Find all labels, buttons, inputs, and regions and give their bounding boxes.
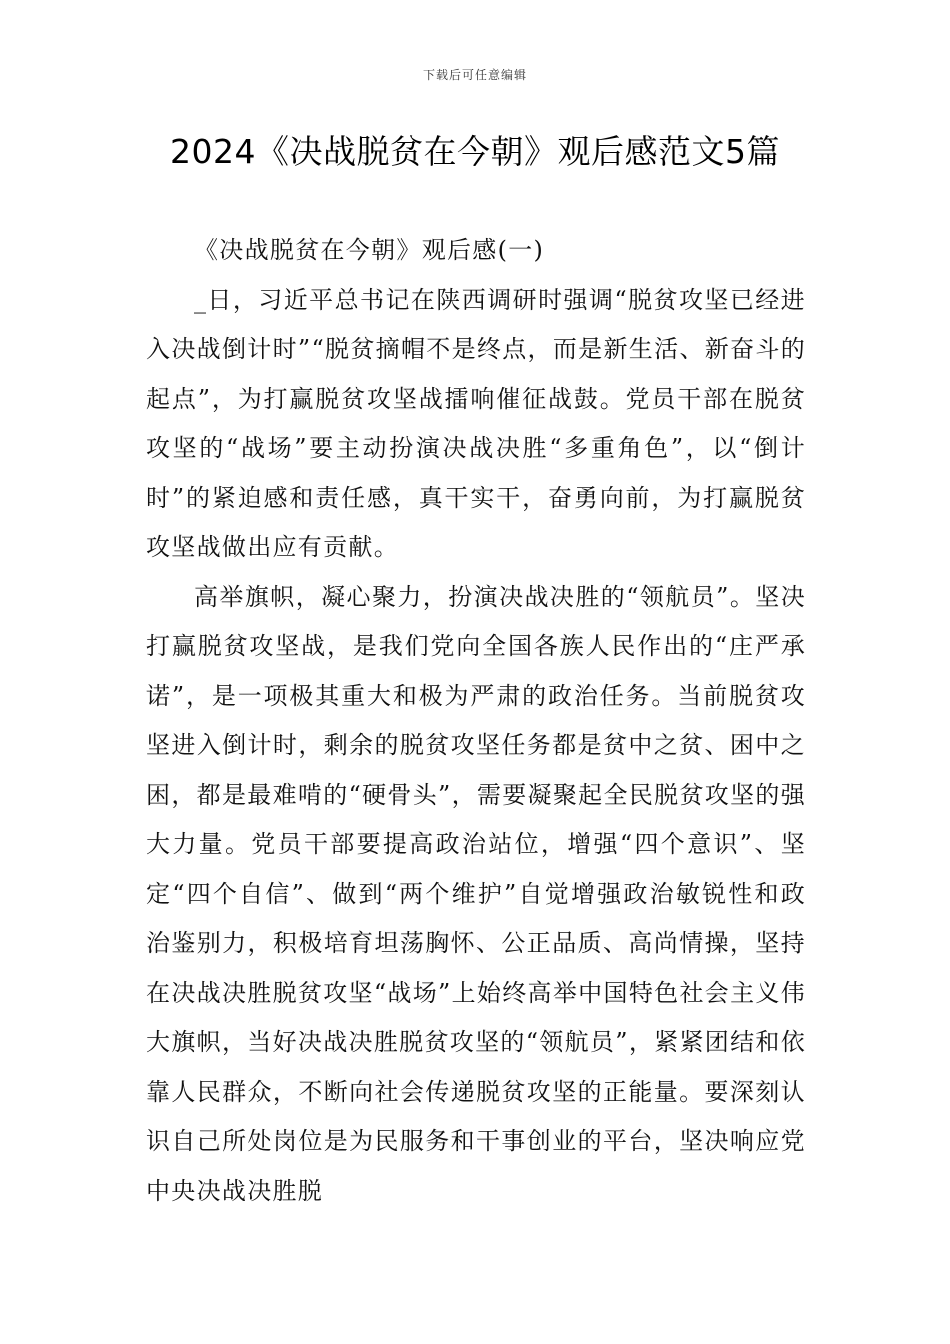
paragraph: 高举旗帜，凝心聚力，扮演决战决胜的“领航员”。坚决打赢脱贫攻坚战，是我们党向全国各族人民作出的“庄严承诺”，是一项极其重大和极为严肃的政治任务。当前脱贫攻坚进入倒计时，剩余的脱贫攻坚任务都是贫中之贫、困中之困，都是最难啃的“硬骨头”，需要凝聚起全民脱贫攻坚的强大力量。党员干部要提高政治站位，增强“四个意识”、坚定“四个自信”、做到“两个维护”自觉增强政治敏锐性和政治鉴别力，积极培育坦荡胸怀、公正品质、高尚情操，坚持在决战决胜脱贫攻坚“战场”上始终高举中国特色社会主义伟大旗帜，当好决战决胜脱贫攻坚的“领航员”，紧紧团结和依靠人民群众，不断向社会传递脱贫攻坚的正能量。要深刻认识自己所处岗位是为民服务和干事创业的平台，坚决响应党中央决战决胜脱 — [146, 582, 806, 1205]
document-body — [146, 226, 806, 1216]
header-note: 下载后可任意编辑 — [422, 68, 527, 82]
paragraph: _日，习近平总书记在陕西调研时强调“脱贫攻坚已经进入决战倒计时”“脱贫摘帽不是终点，而是新生活、新奋斗的起点”，为打赢脱贫攻坚战擂响催征战鼓。党员干部在脱贫攻坚的“战场”要主动扮演决战决胜“多重角色”，以“倒计时”的紧迫感和责任感，真干实干，奋勇向前，为打赢脱贫攻坚战做出应有贡献。 — [146, 285, 806, 561]
document-title: 2024《决战脱贫在今朝》观后感范文5篇 — [170, 132, 780, 171]
section-heading: 《决战脱贫在今朝》观后感(一) — [194, 236, 545, 264]
